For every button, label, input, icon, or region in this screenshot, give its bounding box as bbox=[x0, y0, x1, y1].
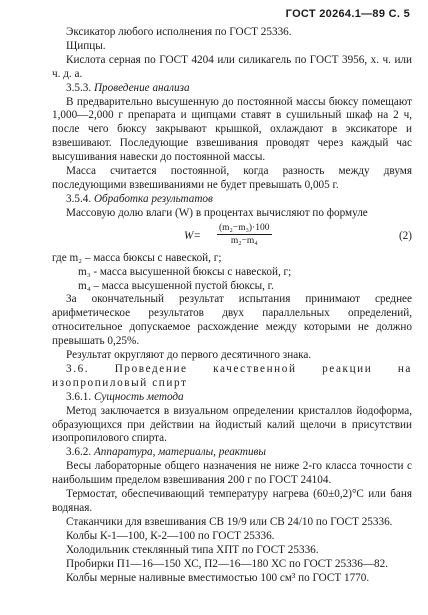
paragraph: Массовую долю влаги (W) в процентах вычисляют по формуле bbox=[66, 206, 368, 219]
formula-2 bbox=[52, 222, 412, 250]
section-heading-3-6: 3.6. Проведение качественной реакции на изопропиловый спирт bbox=[52, 362, 412, 389]
paragraph: Масса считается постоянной, когда разность между двумя последующими взвешиваниями не будет превышать 0,005 г. bbox=[52, 165, 412, 191]
paragraph: Холодильник стеклянный типа ХПТ по ГОСТ 25336. bbox=[66, 543, 319, 556]
section-heading-3-5-3 bbox=[52, 82, 412, 96]
section-title: Сущность метода bbox=[93, 390, 184, 403]
formula-fraction bbox=[217, 222, 272, 247]
paragraph: Результат округляют до первого десятичного знака. bbox=[66, 349, 312, 362]
section-number: 3.5.4. bbox=[66, 192, 92, 205]
paragraph: Кислота серная по ГОСТ 4204 или силикагель по ГОСТ 3956, х. ч. или ч. д. а. bbox=[52, 53, 412, 80]
definition-line: m₃ - масса высушенной бюксы с навеской, г; bbox=[78, 265, 292, 278]
running-header: ГОСТ 20264.1—89 С. 5 bbox=[285, 8, 410, 20]
paragraph: Колбы мерные наливные вместимостью 100 см³ по ГОСТ 1770. bbox=[66, 571, 370, 584]
paragraph: Пробирки П1—16—150 ХС, П2—16—180 ХС по ГОСТ 25336—82. bbox=[66, 557, 389, 570]
paragraph: Весы лабораторные общего назначения не ниже 2-го класса точности с наибольшим пределом взвешивания 200 г по ГОСТ 24104. bbox=[52, 460, 412, 487]
section-number: 3.6.1. bbox=[66, 390, 92, 403]
formula-number: (2) bbox=[398, 229, 412, 242]
paragraph: Щипцы. bbox=[66, 39, 106, 52]
definition-line: m₄ – масса высушенной пустой бюксы, г. bbox=[78, 279, 274, 292]
section-number: 3.5.3. bbox=[66, 81, 92, 94]
formula-lhs: W= bbox=[184, 229, 201, 242]
section-heading-3-6-1 bbox=[52, 391, 412, 405]
paragraph: Стаканчики для взвешивания СВ 19/9 или СВ 24/10 по ГОСТ 25336. bbox=[66, 515, 393, 528]
paragraph: Колбы К-1—100, К-2—100 по ГОСТ 25336. bbox=[66, 529, 275, 542]
section-title: Обработка результатов bbox=[93, 192, 213, 205]
paragraph: Эксикатор любого исполнения по ГОСТ 25336. bbox=[66, 26, 292, 38]
paragraph: Термостат, обеспечивающий температуру нагрева (60±0,2)°С или баня водяная. bbox=[52, 488, 412, 514]
section-heading-3-6-2 bbox=[52, 446, 412, 460]
paragraph: Метод заключается в визуальном определении кристаллов йодоформа, образующихся при действии на йодистый калий щелочи в присутствии изопропилового спирта. bbox=[52, 404, 412, 445]
paragraph: За окончательный результат испытания принимают среднее арифметическое результатов двух параллельных определений, относительное допускаемое расхождение между которыми не должно превышать 0,25%. bbox=[52, 293, 412, 348]
paragraph: В предварительно высушенную до постоянной массы бюксу помещают 1,000—2,000 г препарата и щипцами ставят в сушильный шкаф на 2 ч, после чего бюксу закрывают крышкой, охлаждают в эксикаторе и взвешивают. Последующие взвешивания проводят через каждый час высушивания навески до постоянной массы. bbox=[52, 95, 412, 164]
formula-numerator: (m₂−m₃)·100 bbox=[219, 222, 270, 233]
section-heading-3-5-4 bbox=[52, 193, 412, 207]
section-title: Аппаратура, материалы, реактивы bbox=[93, 446, 266, 459]
section-number: 3.6.2. bbox=[66, 446, 92, 459]
formula-denominator: m₂−m₄ bbox=[230, 235, 258, 246]
document-body bbox=[52, 26, 412, 585]
definition-line: где m₂ – масса бюксы с навеской, г; bbox=[52, 251, 222, 264]
section-title: Проведение анализа bbox=[93, 81, 190, 94]
